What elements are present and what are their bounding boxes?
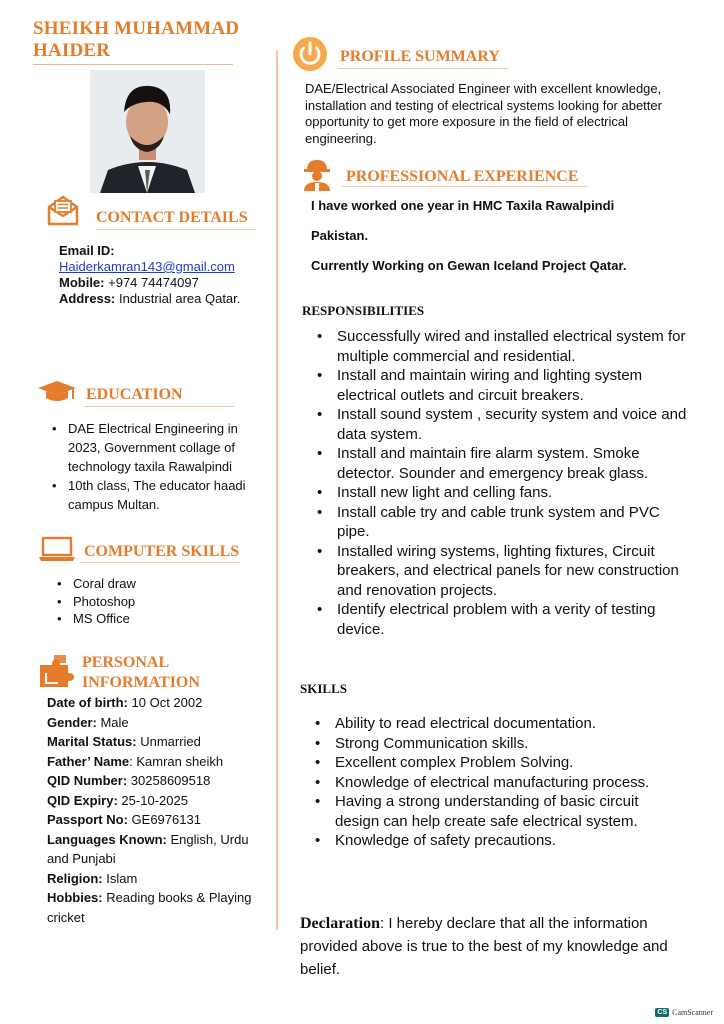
hobbies-label: Hobbies:: [47, 890, 103, 905]
experience-line: Currently Working on Gewan Iceland Project Qatar.: [311, 258, 627, 273]
religion-value: Islam: [106, 870, 138, 886]
experience-heading: [300, 157, 579, 196]
envelope-icon: [46, 194, 80, 231]
computer-skills-underline: [80, 562, 240, 563]
camscanner-logo-icon: CS: [657, 1009, 668, 1016]
mobile-value: +974 74474097: [108, 275, 199, 290]
experience-line: I have worked one year in HMC Taxila Rawalpindi: [311, 198, 615, 213]
column-divider: [276, 50, 278, 930]
passport-label: Passport No:: [47, 812, 128, 827]
list-item: • MS Office: [55, 610, 255, 628]
experience-line: Pakistan.: [311, 228, 369, 243]
email-link[interactable]: Haiderkamran143@gmail.com: [59, 259, 235, 274]
experience-underline: [342, 186, 587, 187]
qid-number-label: QID Number:: [47, 773, 128, 788]
languages-value: English, Urdu and Punjabi: [47, 831, 249, 866]
qid-expiry-value: 25-10-2025: [121, 792, 188, 808]
declaration-text: : I hereby declare that all the information provided above is true to the best of my knowledge and belief.: [300, 915, 668, 978]
address-label: Address:: [59, 291, 116, 306]
responsibilities-title: RESPONSIBILITIES: [302, 303, 425, 318]
gender-label: Gender:: [47, 714, 97, 730]
list-item: • Install and maintain wiring and lighting system electrical outlets and circuit breakers.: [315, 366, 695, 405]
hobbies-value: Reading books & Playing cricket: [47, 890, 252, 925]
education-list: [50, 419, 270, 514]
gender-value: Male: [100, 714, 129, 730]
list-item: • Ability to read electrical documentation.: [313, 714, 683, 734]
list-item: • Identify electrical problem with a verity of testing device.: [315, 600, 695, 639]
experience-title: PROFESSIONAL EXPERIENCE: [346, 167, 579, 185]
mobile-label: Mobile:: [59, 275, 105, 290]
education-heading: [36, 380, 183, 409]
list-item: • Knowledge of safety precautions.: [313, 831, 683, 851]
education-underline: [84, 406, 234, 407]
profile-photo: [90, 70, 205, 193]
puzzle-icon: [38, 653, 74, 694]
list-item: • Photoshop: [55, 593, 255, 611]
worker-icon: [300, 157, 334, 196]
summary-title: PROFILE SUMMARY: [340, 47, 500, 65]
candidate-name: SHEIKH MUHAMMAD HAIDER: [33, 18, 240, 61]
power-icon: [292, 36, 328, 77]
list-item: • Strong Communication skills.: [313, 734, 683, 754]
responsibilities-list: [315, 327, 695, 639]
father-value: : Kamran sheikh: [129, 753, 224, 769]
list-item: • Installed wiring systems, lighting fixtures, Circuit breakers, and electrical panels for new construction and renovation projects.: [315, 542, 695, 601]
summary-text: DAE/Electrical Associated Engineer with excellent knowledge, installation and testing of electrical systems looking for abetter opportunity to get more exposure in the field of electrical engineering.: [305, 81, 662, 146]
list-item: • Knowledge of electrical manufacturing process.: [313, 773, 683, 793]
contact-underline: [96, 229, 256, 230]
declaration-label: Declaration: [300, 915, 380, 932]
contact-heading: [46, 194, 248, 231]
email-label: Email ID:: [59, 243, 115, 258]
dob-label: Date of birth:: [47, 695, 128, 710]
name-underline: [33, 64, 233, 65]
list-item: • Install and maintain fire alarm system. Smoke detector. Sounder and emergency break glass.: [315, 444, 695, 483]
dob-value: 10 Oct 2002: [131, 695, 203, 710]
marital-value: Unmarried: [140, 734, 201, 749]
list-item: • Install cable try and cable trunk system and PVC pipe.: [315, 503, 695, 542]
list-item: • Install new light and celling fans.: [315, 483, 695, 503]
camscanner-watermark: [655, 1008, 713, 1017]
address-value: Industrial area Qatar.: [118, 291, 241, 306]
summary-underline: [338, 68, 508, 69]
summary-heading: [292, 36, 500, 77]
education-title: EDUCATION: [86, 385, 183, 403]
graduation-cap-icon: [36, 380, 78, 409]
qid-number-value: 30258609518: [130, 773, 211, 788]
skills-list: [313, 714, 683, 851]
skills-title: SKILLS: [300, 681, 347, 696]
list-item: • Install sound system , security system and voice and data system.: [315, 405, 695, 444]
list-item: • Coral draw: [55, 575, 255, 593]
personal-info: [47, 693, 272, 927]
list-item: • Excellent complex Problem Solving.: [313, 753, 683, 773]
passport-value: GE6976131: [131, 812, 201, 827]
personal-title: PERSONAL INFORMATION: [82, 654, 200, 691]
father-label: Father’ Name: [47, 753, 130, 769]
computer-skills-title: COMPUTER SKILLS: [84, 542, 240, 560]
marital-label: Marital Status:: [47, 734, 137, 749]
list-item: • Successfully wired and installed electrical system for multiple commercial and residential.: [315, 327, 695, 366]
camscanner-text: CamScanner: [672, 1008, 713, 1017]
qid-expiry-label: QID Expiry:: [47, 792, 118, 808]
experience-block: [311, 198, 671, 288]
list-item: • 10th class, The educator haadi campus Multan.: [50, 476, 270, 514]
declaration: [300, 912, 680, 981]
list-item: • DAE Electrical Engineering in 2023, Government collage of technology taxila Rawalpindi: [50, 419, 270, 476]
contact-block: [59, 243, 274, 307]
contact-title: CONTACT DETAILS: [96, 208, 248, 226]
laptop-icon: [38, 536, 76, 567]
religion-label: Religion:: [47, 870, 103, 886]
languages-label: Languages Known:: [47, 831, 167, 847]
list-item: • Having a strong understanding of basic circuit design can help create safe electrical system.: [313, 792, 683, 831]
personal-heading: [38, 653, 212, 694]
computer-skills-list: [55, 575, 255, 628]
